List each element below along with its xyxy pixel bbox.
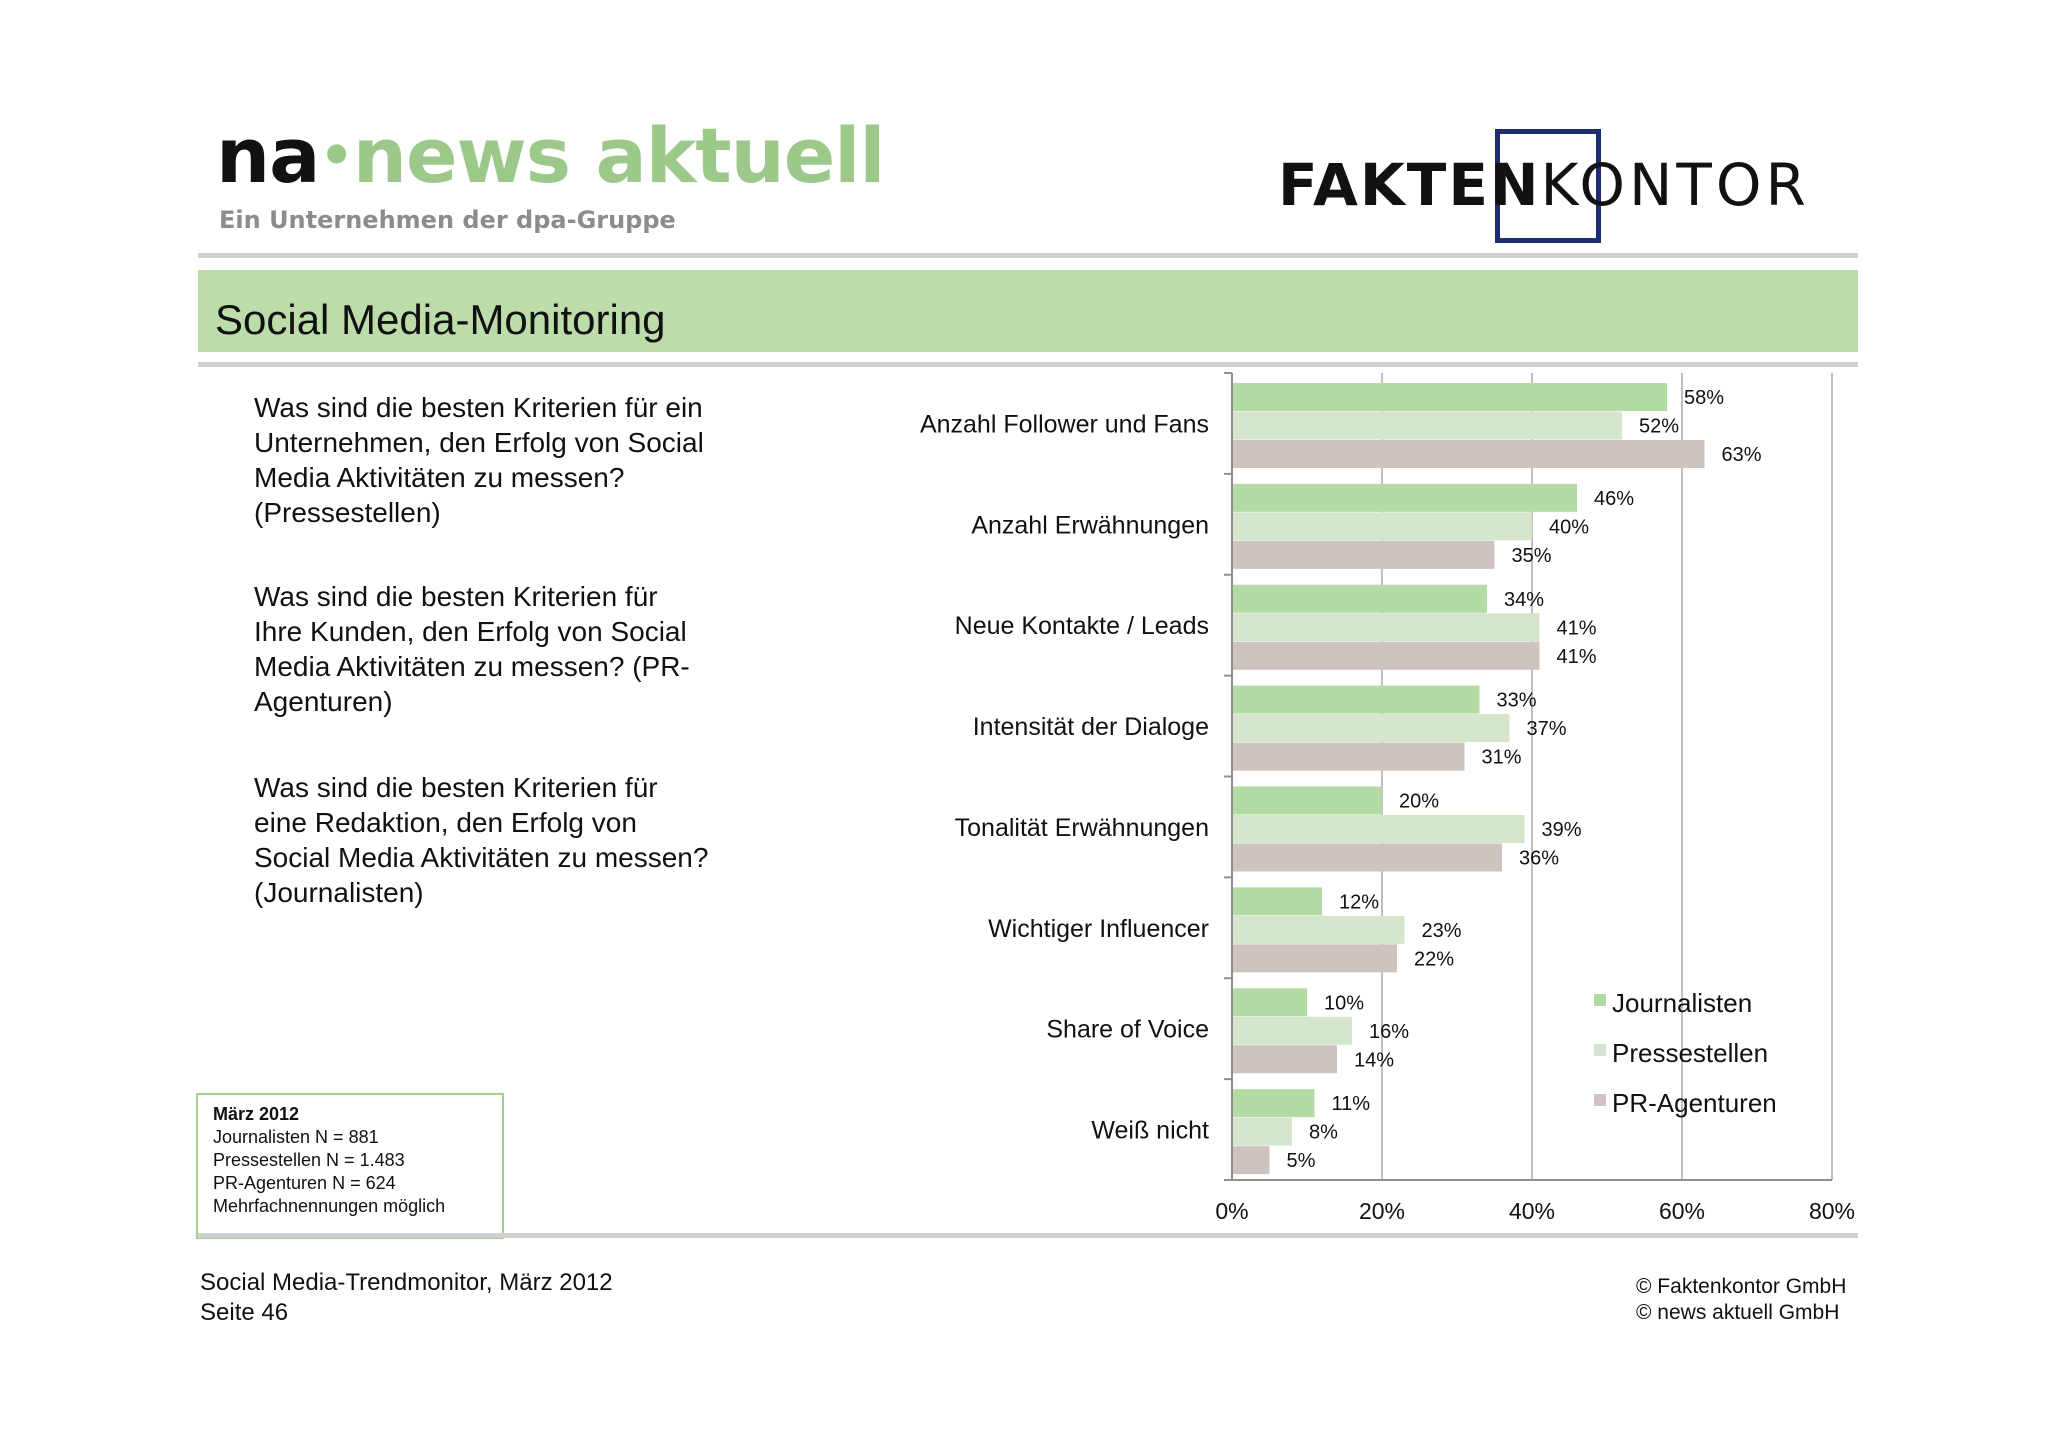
logo-news-aktuell-text: news aktuell [352, 111, 885, 200]
data-label: 23% [1421, 919, 1462, 942]
data-label: 41% [1556, 617, 1597, 640]
category-label: Wichtiger Influencer [988, 914, 1209, 943]
info-note: Mehrfachnennungen möglich [213, 1196, 446, 1216]
data-label: 22% [1414, 948, 1455, 971]
footer-source-text: Social Media-Trendmonitor, März 2012 [200, 1269, 613, 1296]
bar-journalisten [1233, 787, 1382, 815]
bar-pressestellen [1233, 613, 1540, 641]
data-label: 12% [1339, 891, 1380, 914]
info-pressestellen: Pressestellen N = 1.483 [213, 1150, 405, 1170]
category-label: Neue Kontakte / Leads [954, 612, 1209, 641]
bar-pr-agenturen [1233, 642, 1540, 670]
data-label: 20% [1399, 790, 1440, 813]
bar-journalisten [1233, 585, 1487, 613]
bar-pr-agenturen [1233, 541, 1495, 569]
bar-pressestellen [1233, 412, 1622, 440]
bar-journalisten [1233, 887, 1322, 915]
data-label: 35% [1511, 544, 1552, 567]
bar-pressestellen [1233, 512, 1532, 540]
bar-journalisten [1233, 988, 1307, 1016]
bar-pressestellen [1233, 916, 1405, 944]
data-label: 5% [1286, 1150, 1316, 1173]
category-label: Share of Voice [1046, 1015, 1209, 1044]
x-tick-label: 0% [1215, 1198, 1249, 1224]
data-label: 46% [1594, 487, 1635, 510]
x-tick-label: 20% [1358, 1198, 1406, 1224]
data-label: 40% [1549, 516, 1590, 539]
x-tick-label: 80% [1808, 1198, 1856, 1224]
data-label: 39% [1541, 819, 1582, 841]
legend-label: PR-Agenturen [1612, 1088, 1777, 1118]
category-label: Weiß nicht [1091, 1116, 1209, 1145]
data-label: 16% [1369, 1020, 1410, 1043]
bar-pr-agenturen [1233, 1045, 1337, 1073]
legend-label: Journalisten [1612, 988, 1753, 1018]
bar-journalisten [1233, 686, 1480, 714]
legend-swatch [1594, 1094, 1606, 1106]
bar-pressestellen [1233, 815, 1525, 843]
bar-pressestellen [1233, 1017, 1352, 1045]
category-label: Anzahl Erwähnungen [971, 511, 1209, 540]
data-label: 36% [1519, 847, 1560, 870]
question-pr-agenturen: Was sind die besten Kriterien für Ihre Kunden, den Erfolg von Social Media Aktivitäten zu messen? (PR- Agenturen) [254, 581, 690, 717]
footer-page-number: Seite 46 [200, 1299, 289, 1326]
bar-journalisten [1233, 383, 1667, 411]
data-label: 14% [1354, 1049, 1395, 1072]
data-label: 8% [1309, 1121, 1338, 1144]
info-agenturen: PR-Agenturen N = 624 [213, 1173, 396, 1193]
bar-pr-agenturen [1233, 743, 1465, 771]
logo-fakten-text: FAKTEN [1278, 151, 1541, 219]
x-tick-label: 40% [1508, 1198, 1556, 1224]
page-title: Social Media-Monitoring [215, 296, 666, 343]
data-label: 33% [1496, 689, 1537, 712]
bar-pressestellen [1233, 714, 1510, 742]
info-journalisten: Journalisten N = 881 [213, 1127, 379, 1147]
bar-pr-agenturen [1233, 944, 1397, 972]
bar-pr-agenturen [1233, 1146, 1270, 1174]
logo-kontor-text: KONTOR [1540, 151, 1810, 219]
data-label: 41% [1556, 645, 1597, 668]
bar-pr-agenturen [1233, 440, 1705, 468]
legend-label: Pressestellen [1612, 1038, 1769, 1068]
copyright-news-aktuell: © news aktuell GmbH [1636, 1301, 1840, 1324]
legend-swatch [1594, 994, 1606, 1006]
news-aktuell-subtitle: Ein Unternehmen der dpa-Gruppe [219, 206, 676, 234]
category-label: Intensität der Dialoge [972, 713, 1209, 742]
data-label: 11% [1331, 1093, 1371, 1116]
data-label: 58% [1684, 387, 1725, 409]
legend-swatch [1594, 1044, 1606, 1056]
category-label: Tonalität Erwähnungen [954, 813, 1209, 842]
data-label: 37% [1526, 718, 1567, 741]
question-pressestellen: Was sind die besten Kriterien für ein Unternehmen, den Erfolg von Social Media Aktivitäten zu messen? (Pressestellen) [254, 392, 704, 528]
bar-journalisten [1233, 1089, 1315, 1117]
bar-journalisten [1233, 484, 1577, 512]
category-label: Anzahl Follower und Fans [919, 410, 1209, 439]
info-date: März 2012 [213, 1104, 300, 1124]
bar-pressestellen [1233, 1118, 1292, 1146]
logo-dot: • [319, 124, 353, 187]
data-label: 52% [1639, 415, 1680, 438]
bar-pr-agenturen [1233, 844, 1502, 872]
copyright-faktenkontor: © Faktenkontor GmbH [1636, 1275, 1847, 1298]
data-label: 10% [1324, 992, 1365, 1015]
data-label: 31% [1481, 746, 1522, 769]
logo-na-text: na [216, 111, 320, 200]
x-tick-label: 60% [1658, 1198, 1706, 1224]
data-label: 63% [1721, 444, 1762, 466]
data-label: 34% [1504, 588, 1545, 611]
question-journalisten: Was sind die besten Kriterien für eine Redaktion, den Erfolg von Social Media Aktivitäten zu messen? (Journalisten) [254, 772, 709, 908]
